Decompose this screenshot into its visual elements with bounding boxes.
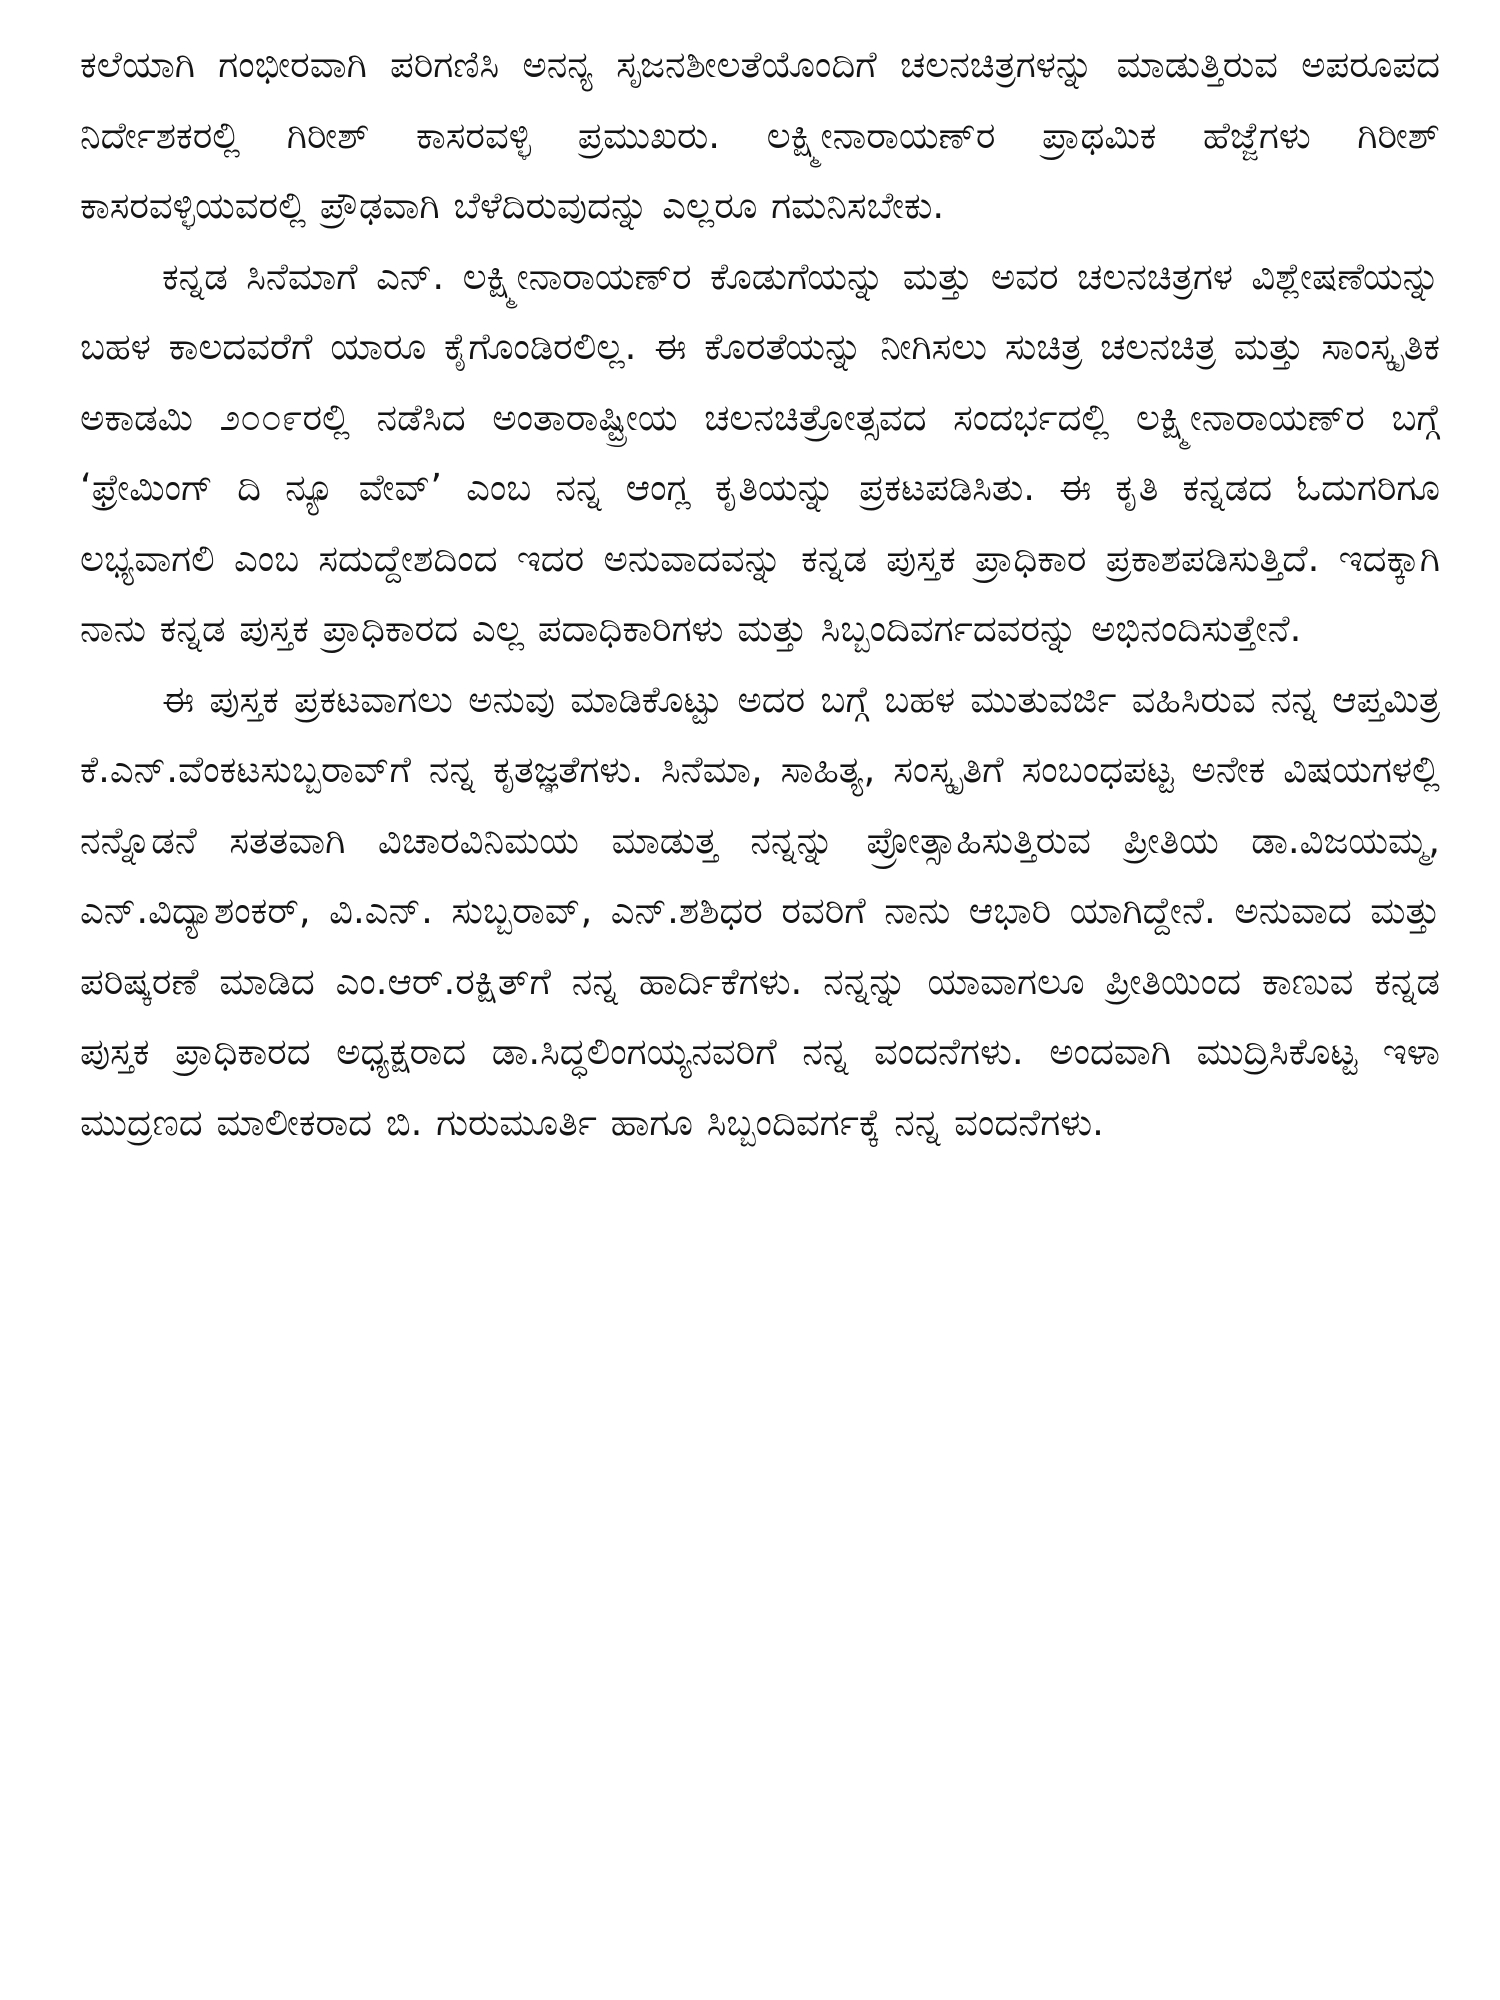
paragraph-3: ಈ ಪುಸ್ತಕ ಪ್ರಕಟವಾಗಲು ಅನುವು ಮಾಡಿಕೊಟ್ಟು ಅದರ ಬಗ್ಗೆ ಬಹಳ ಮುತುವರ್ಜಿ ವಹಿಸಿರುವ ನನ್ನ ಆಪ್ತಮಿತ್ರ ಕೆ.ಎನ್.ವೆಂಕಟಸುಬ್ಬರಾವ್‌ಗೆ ನನ್ನ ಕೃತಜ್ಞತೆಗಳು. ಸಿನೆಮಾ, ಸಾಹಿತ್ಯ, ಸಂಸ್ಕೃತಿಗೆ ಸಂಬಂಧಪಟ್ಟ ಅನೇಕ ವಿಷಯಗಳಲ್ಲಿ ನನ್ನೊಡನೆ ಸತತವಾಗಿ ವಿಚಾರವಿನಿಮಯ ಮಾಡುತ್ತ ನನ್ನನ್ನು ಪ್ರೋತ್ಸಾಹಿಸುತ್ತಿರುವ ಪ್ರೀತಿಯ ಡಾ.ವಿಜಯಮ್ಮ, ಎನ್.ವಿದ್ಯಾಶಂಕರ್, ವಿ.ಎನ್. ಸುಬ್ಬರಾವ್, ಎನ್.ಶಶಿಧರ ರವರಿಗೆ ನಾನು ಆಭಾರಿ ಯಾಗಿದ್ದೇನೆ. ಅನುವಾದ ಮತ್ತು ಪರಿಷ್ಕರಣೆ ಮಾಡಿದ ಎಂ.ಆರ್.ರಕ್ಷಿತ್‌ಗೆ ನನ್ನ ಹಾರ್ದಿಕೆಗಳು. ನನ್ನನ್ನು ಯಾವಾಗಲೂ ಪ್ರೀತಿಯಿಂದ ಕಾಣುವ ಕನ್ನಡ ಪುಸ್ತಕ ಪ್ರಾಧಿಕಾರದ ಅಧ್ಯಕ್ಷರಾದ ಡಾ.ಸಿದ್ಧಲಿಂಗಯ್ಯನವರಿಗೆ ನನ್ನ ವಂದನೆಗಳು. ಅಂದವಾಗಿ ಮುದ್ರಿಸಿಕೊಟ್ಟ ಇಳಾ ಮುದ್ರಣದ ಮಾಲೀಕರಾದ ಬಿ. ಗುರುಮೂರ್ತಿ ಹಾಗೂ ಸಿಬ್ಬಂದಿವರ್ಗಕ್ಕೆ ನನ್ನ ವಂದನೆಗಳು. <box>80 677 1440 1144</box>
body-text <box>80 30 1440 1158</box>
paragraph-1: ಕಲೆಯಾಗಿ ಗಂಭೀರವಾಗಿ ಪರಿಗಣಿಸಿ ಅನನ್ಯ ಸೃಜನಶೀಲತೆಯೊಂದಿಗೆ ಚಲನಚಿತ್ರಗಳನ್ನು ಮಾಡುತ್ತಿರುವ ಅಪರೂಪದ ನಿರ್ದೇಶಕರಲ್ಲಿ ಗಿರೀಶ್ ಕಾಸರವಳ್ಳಿ ಪ್ರಮುಖರು. ಲಕ್ಷ್ಮೀನಾರಾಯಣ್‌ರ ಪ್ರಾಥಮಿಕ ಹೆಜ್ಜೆಗಳು ಗಿರೀಶ್ ಕಾಸರವಳ್ಳಿಯವರಲ್ಲಿ ಪ್ರೌಢವಾಗಿ ಬೆಳೆದಿರುವುದನ್ನು ಎಲ್ಲರೂ ಗಮನಿಸಬೇಕು. <box>80 43 1440 227</box>
paragraph-2: ಕನ್ನಡ ಸಿನೆಮಾಗೆ ಎನ್. ಲಕ್ಷ್ಮೀನಾರಾಯಣ್‌ರ ಕೊಡುಗೆಯನ್ನು ಮತ್ತು ಅವರ ಚಲನಚಿತ್ರಗಳ ವಿಶ್ಲೇಷಣೆಯನ್ನು ಬಹಳ ಕಾಲದವರೆಗೆ ಯಾರೂ ಕೈಗೊಂಡಿರಲಿಲ್ಲ. ಈ ಕೊರತೆಯನ್ನು ನೀಗಿಸಲು ಸುಚಿತ್ರ ಚಲನಚಿತ್ರ ಮತ್ತು ಸಾಂಸ್ಕೃತಿಕ ಅಕಾಡಮಿ ೨೦೦೯ರಲ್ಲಿ ನಡೆಸಿದ ಅಂತಾರಾಷ್ಟ್ರೀಯ ಚಲನಚಿತ್ರೋತ್ಸವದ ಸಂದರ್ಭದಲ್ಲಿ ಲಕ್ಷ್ಮೀನಾರಾಯಣ್‌ರ ಬಗ್ಗೆ ‘ಫ್ರೇಮಿಂಗ್ ದಿ ನ್ಯೂ ವೇವ್’ ಎಂಬ ನನ್ನ ಆಂಗ್ಲ ಕೃತಿಯನ್ನು ಪ್ರಕಟಪಡಿಸಿತು. ಈ ಕೃತಿ ಕನ್ನಡದ ಓದುಗರಿಗೂ ಲಭ್ಯವಾಗಲಿ ಎಂಬ ಸದುದ್ದೇಶದಿಂದ ಇದರ ಅನುವಾದವನ್ನು ಕನ್ನಡ ಪುಸ್ತಕ ಪ್ರಾಧಿಕಾರ ಪ್ರಕಾಶಪಡಿಸುತ್ತಿದೆ. ಇದಕ್ಕಾಗಿ ನಾನು ಕನ್ನಡ ಪುಸ್ತಕ ಪ್ರಾಧಿಕಾರದ ಎಲ್ಲ ಪದಾಧಿಕಾರಿಗಳು ಮತ್ತು ಸಿಬ್ಬಂದಿವರ್ಗದವರನ್ನು ಅಭಿನಂದಿಸುತ್ತೇನೆ. <box>80 254 1440 650</box>
